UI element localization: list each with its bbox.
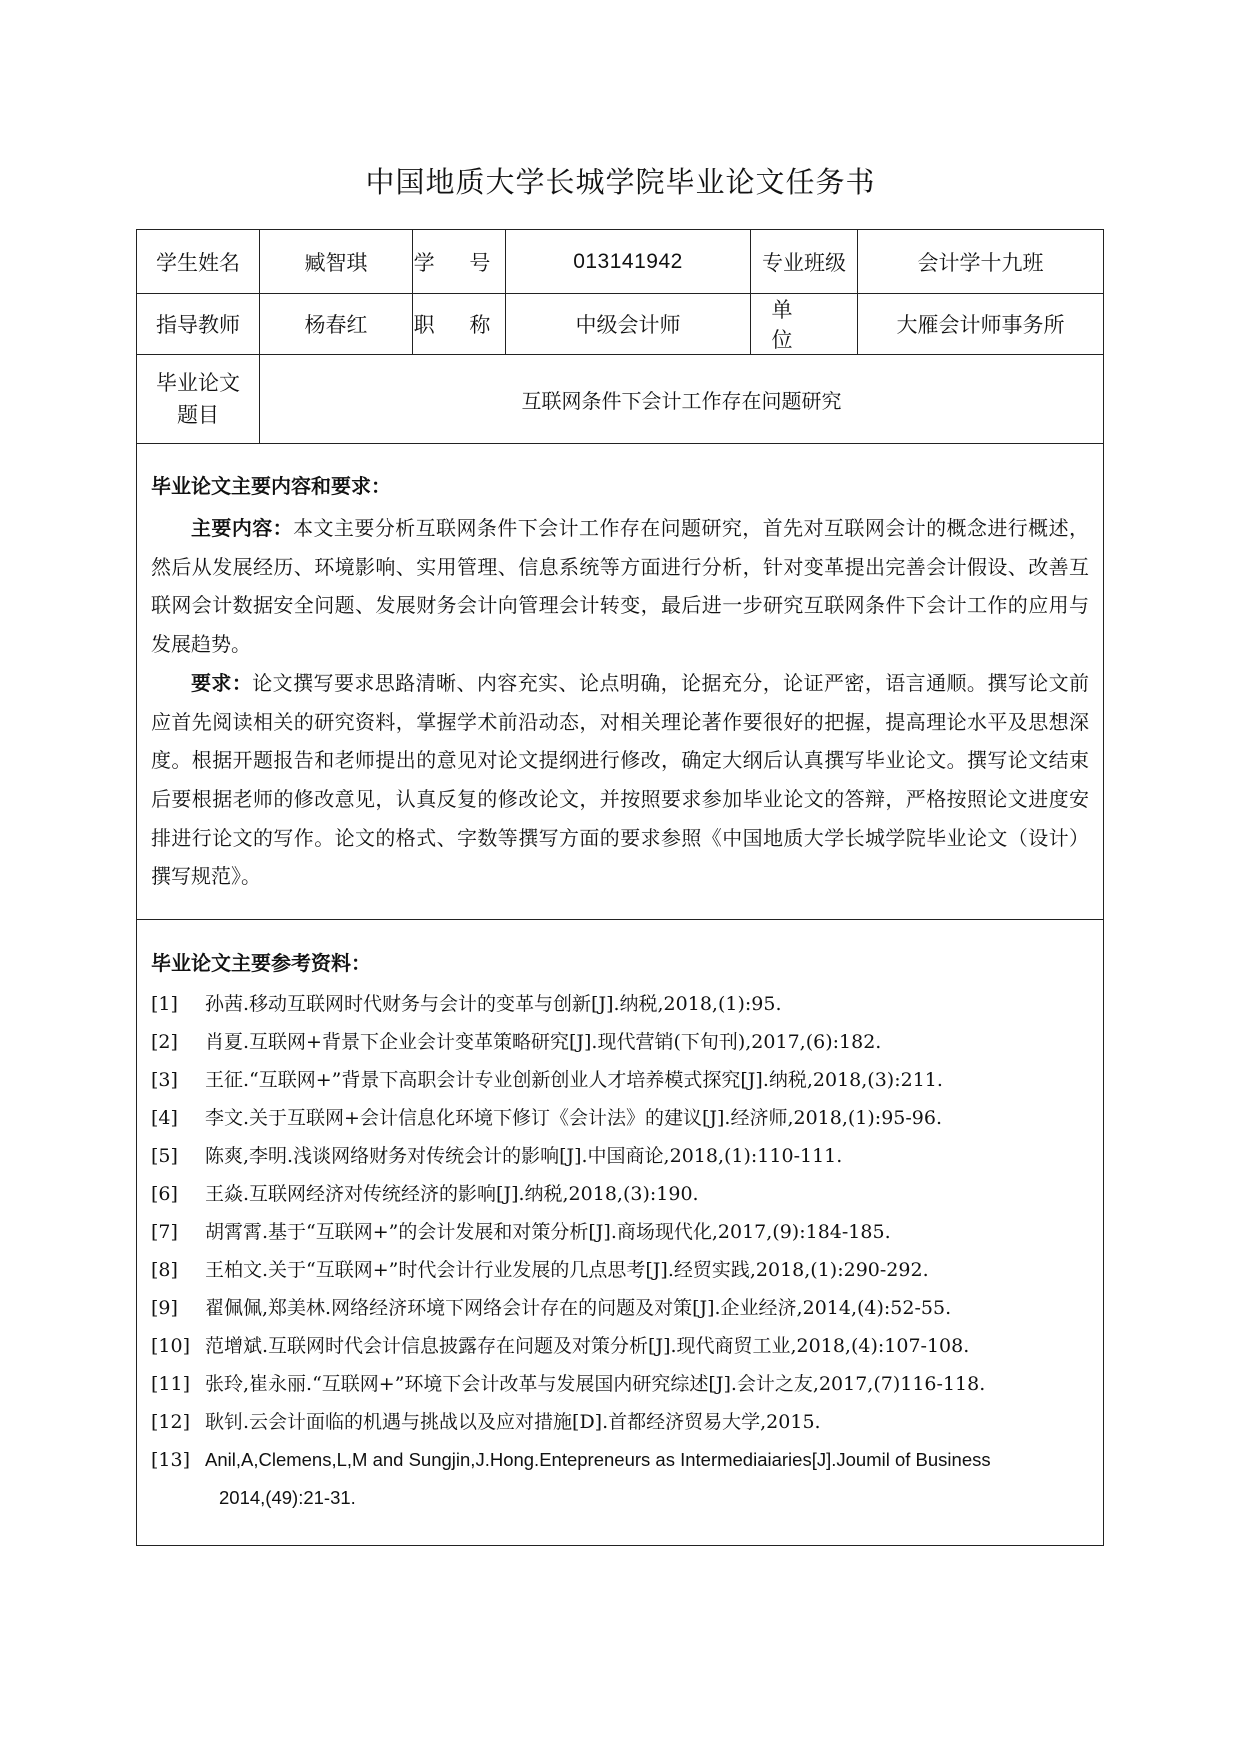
row-content-requirements [137, 444, 1104, 920]
reference-item [151, 1213, 1089, 1251]
reference-text: 王柏文.关于“互联网+”时代会计行业发展的几点思考[J].经贸实践,2018,(1):290-292. [205, 1259, 929, 1281]
content-section-heading: 毕业论文主要内容和要求： [151, 474, 391, 498]
reference-text: 李文.关于互联网+会计信息化环境下修订《会计法》的建议[J].经济师,2018,(1):95-96. [205, 1107, 943, 1129]
reference-item [151, 1137, 1089, 1175]
reference-item [151, 1365, 1089, 1403]
reference-item [151, 1251, 1089, 1289]
thesis-title-value: 互联网条件下会计工作存在问题研究 [260, 355, 1104, 444]
reference-list [151, 985, 1089, 1517]
reference-text-line1: Anil,A,Clemens,L,M and Sungjin,J.Hong.Entepreneurs as Intermediaiaries[J].Joumil of Business [205, 1449, 991, 1470]
reference-text: 王焱.互联网经济对传统经济的影响[J].纳税,2018,(3):190. [205, 1183, 699, 1205]
reference-text: 孙茜.移动互联网时代财务与会计的变革与创新[J].纳税,2018,(1):95. [205, 993, 782, 1015]
reference-number: [6] [151, 1183, 178, 1205]
row-references [137, 920, 1104, 1546]
reference-number: [12] [151, 1411, 191, 1433]
references-cell [137, 920, 1104, 1546]
reference-item [151, 1403, 1089, 1441]
requirements-lead: 要求： [191, 670, 253, 695]
requirements-text: 论文撰写要求思路清晰、内容充实、论点明确，论据充分，论证严密，语言通顺。撰写论文前应首先阅读相关的研究资料，掌握学术前沿动态，对相关理论著作要很好的把握，提高理论水平及思想深度。根据开题报告和老师提出的意见对论文提纲进行修改，确定大纲后认真撰写毕业论文。撰写论文结束后要根据老师的修改意见，认真反复的修改论文，并按照要求参加毕业论文的答辩，严格按照论文进度安排进行论文的写作。论文的格式、字数等撰写方面的要求参照《中国地质大学长城学院毕业论文（设计）撰写规范》。 [151, 670, 1090, 889]
references-section-heading: 毕业论文主要参考资料： [151, 951, 371, 975]
reference-number: [1] [151, 993, 178, 1015]
thesis-title-label [137, 355, 260, 444]
row-student-info [137, 230, 1104, 294]
content-requirements-cell [137, 444, 1104, 920]
reference-item [151, 985, 1089, 1023]
thesis-title-label-line1: 毕业论文 [156, 371, 240, 395]
reference-text: 张玲,崔永丽.“互联网+”环境下会计改革与发展国内研究综述[J].会计之友,2017,(7)116-118. [205, 1373, 986, 1395]
reference-item [151, 1327, 1089, 1365]
student-id-label: 学 号 [413, 230, 506, 294]
reference-number: [11] [151, 1373, 191, 1395]
task-form-table [136, 229, 1104, 1546]
reference-text: 陈爽,李明.浅谈网络财务对传统会计的影响[J].中国商论,2018,(1):110-111. [205, 1145, 843, 1167]
reference-text: 耿钊.云会计面临的机遇与挑战以及应对措施[D].首都经济贸易大学,2015. [205, 1411, 821, 1433]
unit-value: 大雁会计师事务所 [858, 294, 1104, 355]
reference-number: [4] [151, 1107, 178, 1129]
reference-text: 翟佩佩,郑美林.网络经济环境下网络会计存在的问题及对策[J].企业经济,2014,(4):52-55. [205, 1297, 952, 1319]
advisor-label: 指导教师 [137, 294, 260, 355]
unit-label: 单 位 [751, 294, 858, 355]
reference-item [151, 1441, 1089, 1517]
professional-title-value: 中级会计师 [506, 294, 751, 355]
reference-number: [9] [151, 1297, 178, 1319]
reference-item [151, 1061, 1089, 1099]
row-advisor-info [137, 294, 1104, 355]
reference-text: 肖夏.互联网+背景下企业会计变革策略研究[J].现代营销(下旬刊),2017,(6):182. [205, 1031, 882, 1053]
advisor-value: 杨春红 [260, 294, 413, 355]
reference-text: 胡霄霄.基于“互联网+”的会计发展和对策分析[J].商场现代化,2017,(9):184-185. [205, 1221, 891, 1243]
reference-item [151, 1023, 1089, 1061]
professional-title-label: 职 称 [413, 294, 506, 355]
reference-number: [7] [151, 1221, 178, 1243]
reference-text: 王征.“互联网+”背景下高职会计专业创新创业人才培养模式探究[J].纳税,2018,(3):211. [205, 1069, 943, 1091]
reference-number: [5] [151, 1145, 178, 1167]
thesis-title-label-line2: 题目 [177, 403, 219, 427]
main-content-paragraph [151, 509, 1089, 664]
requirements-paragraph [151, 664, 1089, 896]
reference-text-line2: 2014,(49):21-31. [219, 1487, 356, 1508]
student-id-value: 013141942 [506, 230, 751, 294]
reference-number: [10] [151, 1335, 191, 1357]
main-content-text: 本文主要分析互联网条件下会计工作存在问题研究，首先对互联网会计的概念进行概述，然后从发展经历、环境影响、实用管理、信息系统等方面进行分析，针对变革提出完善会计假设、改善互联网会计数据安全问题、发展财务会计向管理会计转变，最后进一步研究互联网条件下会计工作的应用与发展趋势。 [151, 516, 1090, 657]
major-class-label: 专业班级 [751, 230, 858, 294]
student-name-value: 臧智琪 [260, 230, 413, 294]
reference-item [151, 1289, 1089, 1327]
reference-number: [3] [151, 1069, 178, 1091]
row-thesis-title [137, 355, 1104, 444]
reference-number: [13] [151, 1449, 191, 1471]
page-title: 中国地质大学长城学院毕业论文任务书 [365, 165, 876, 199]
reference-item [151, 1099, 1089, 1137]
major-class-value: 会计学十九班 [858, 230, 1104, 294]
reference-number: [8] [151, 1259, 178, 1281]
main-content-lead: 主要内容： [191, 516, 294, 540]
student-name-label: 学生姓名 [137, 230, 260, 294]
reference-text: 范增斌.互联网时代会计信息披露存在问题及对策分析[J].现代商贸工业,2018,(4):107-108. [205, 1335, 970, 1357]
reference-number: [2] [151, 1031, 178, 1053]
reference-item [151, 1175, 1089, 1213]
